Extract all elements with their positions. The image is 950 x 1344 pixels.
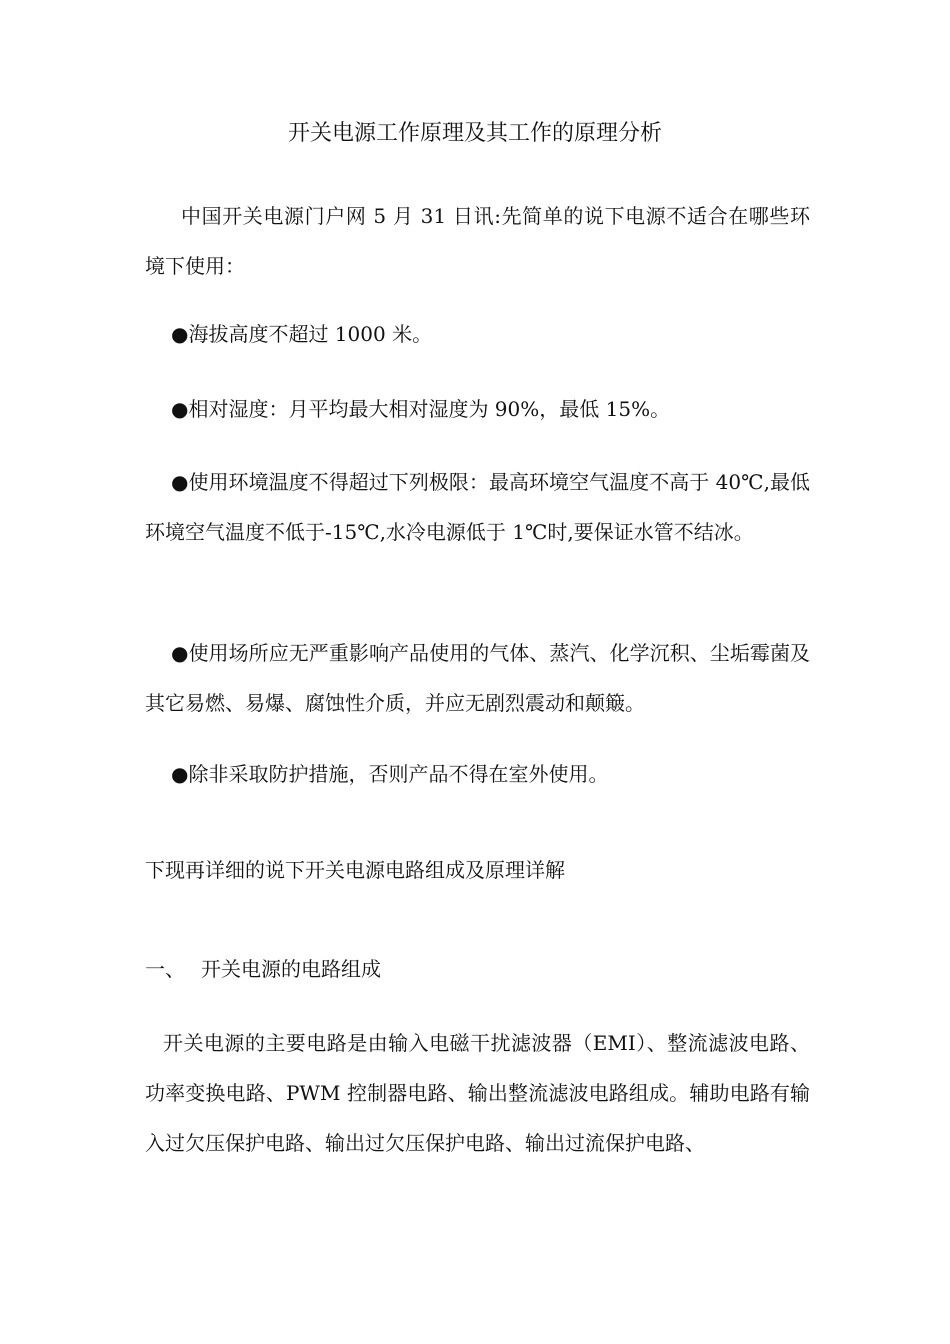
section-number: 一、 <box>145 957 185 981</box>
document-title: 开关电源工作原理及其工作的原理分析 <box>287 121 662 146</box>
section-title: 开关电源的电路组成 <box>201 957 381 981</box>
section-heading <box>145 944 810 994</box>
body-paragraph: 开关电源的主要电路是由输入电磁干扰滤波器（EMI）、整流滤波电路、功率变换电路、PWM 控制器电路、输出整流滤波电路组成。辅助电路有输入过欠压保护电路、输出过欠压保护电路、输出过流保护电路、 <box>145 1031 810 1155</box>
bullet-humidity: ●相对湿度：月平均最大相对湿度为 90%，最低 15%。 <box>171 397 671 421</box>
bullet-environment: ●使用场所应无严重影响产品使用的气体、蒸汽、化学沉积、尘垢霉菌及其它易燃、易爆、腐蚀性介质，并应无剧烈震动和颠簸。 <box>145 641 810 715</box>
bullet-outdoor: ●除非采取防护措施，否则产品不得在室外使用。 <box>171 762 609 786</box>
intro-paragraph: 中国开关电源门户网 5 月 31 日讯:先简单的说下电源不适合在哪些环境下使用： <box>145 204 810 278</box>
bullet-altitude: ●海拔高度不超过 1000 米。 <box>171 322 433 346</box>
bullet-temperature: ●使用环境温度不得超过下列极限：最高环境空气温度不高于 40℃,最低环境空气温度不低于-15℃,水冷电源低于 1℃时,要保证水管不结冰。 <box>145 470 810 544</box>
transition-line: 下现再详细的说下开关电源电路组成及原理详解 <box>145 858 565 882</box>
